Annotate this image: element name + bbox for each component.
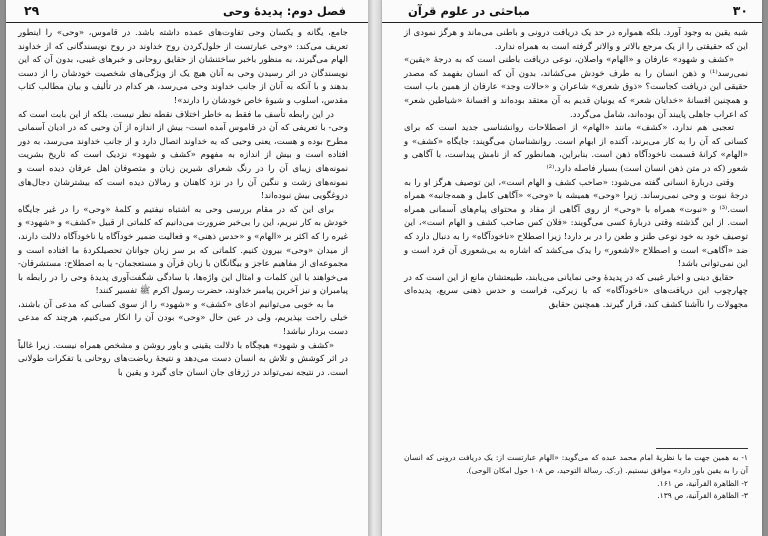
left-page-number: ۲۹ xyxy=(24,3,40,18)
paragraph: «کشف و شهود» عارفان و «الهام» واصلان، نوعی دریافت باطنی است که به درجهٔ «یقین» نمی‌رسد⁽¹⁾ و ذهن انسان را به طرف خودش می‌کشاند، بدون آن که انسان بفهمد که مصدر حقیقی این دریافت کجاست؟ «ذوق شعری» شاعران و «حالات وجد» عارفان از همین باب است و همچنین افسانهٔ «خدایان شعر» که یونیان قدیم به آن معتقد بوده‌اند و افسانهٔ «شیاطین شعر» که اعراب جاهلی پایبند آن بوده‌اند، شامل می‌گردد. xyxy=(404,55,748,120)
paragraph: حقایق دینی و اخبار غیبی که در پدیدهٔ وحی نمایانی می‌یابند، طبیعتشان مانع از این است که در چهارچوب این دریافت‌های «ناخودآگاه» که با زیرکی، فراست و حدس ذهنی سریع، پدیده‌ای مجهولات را ناآشنا کشف کند، قرار گیرند. همچنین حقایق xyxy=(404,272,748,310)
left-page-body xyxy=(18,27,348,380)
right-page-title: مباحثی در علوم قرآن xyxy=(408,4,530,18)
footnote-divider xyxy=(656,448,748,449)
paragraph: تعجبی هم ندارد، «کشف» مانند «الهام» از اصطلاحات روانشناسی جدید است که برای کسانی که آن را به کار می‌برند، آکنده از ابهام است. روانشناسان می‌گویند: جایگاه «کشف» و «الهام» کرانهٔ قسمت ناخودآگاه ذهن است. بنابراین، همانطور که از نامش پیداست، با آگاهی و شعور (که در متن ذهن انسان است) بسیار فاصله دارد.⁽²⁾ xyxy=(404,123,748,174)
book-gutter xyxy=(368,0,382,536)
footnote: ٢- الظاهرة القرآنیة، ص ١۶١. xyxy=(657,478,748,488)
left-page xyxy=(6,0,368,536)
paragraph: ما به خوبی می‌توانیم ادعای «کشف» و «شهود» را از سوی کسانی که مدعی آن باشند، خیلی راحت بپذیریم، ولی در عین حال «وحی» بودن آن را انکار می‌کنیم، هرچند که مدعی دست بردار نباشد! xyxy=(18,299,348,338)
right-page-header xyxy=(382,0,762,23)
right-page-body xyxy=(404,27,748,312)
left-page-title: فصل دوم: پدیدهٔ وحی xyxy=(223,4,346,18)
paragraph: برای این که در مقام بررسی وحی به اشتباه نیفتیم و کلمهٔ «وحی» را در غیر جایگاه خودش به کار نبریم، این را بی‌خبر ضرورت می‌دانیم که کلماتی از قبیل «کشف» و «شهود» و غیره را که اکثر بر «الهام» و «حدس ذهنی» و فعالیت ضمیر خودآگاه یا ناخودآگاه دلالت دارند، از میدان «وحی» بیرون کنیم. کلماتی که بر سر زبان جوانان تحصیلکردهٔ ما افتاده است و مجموعه‌ای از مفاهیم عاجز و بیگانگان با زبان قرآن و مستعجمان- یا به اصطلاح: مستشرقان- می‌خواهند با این کلمات و امثال این واژه‌ها، با سادگی شگفت‌آوری پدیدهٔ وحی را در رابطه با پیامبران و نیز آخرین پیامبر خداوند، حضرت رسول اکرم ﷺ تفسیر کنند! xyxy=(18,204,348,297)
paragraph: «کشف و شهود» هیچگاه با دلالت یقینی و باور روشن و مشخص همراه نیست. زیرا غالباً در اثر کوشش و تلاش به انسان دست می‌دهد و نتیجهٔ ریاضت‌های روحانی یا تفکرات طولانی است. در نتیجه نمی‌تواند در ژرفای جان انسان جای گیرد و یقین با xyxy=(18,340,348,378)
left-page-header xyxy=(6,0,368,23)
footnote: ١- به همین جهت ما با نظریهٔ امام محمد عبده که می‌گوید: «الهام عبارتست از: یک دریافت درونی که انسان آن را به یقین باور دارد» موافق نیستیم. (ر.ک. رسالة التوحید، ص ١٠٨ حول امکان الوحی). xyxy=(404,453,748,475)
right-page xyxy=(382,0,762,536)
footnotes xyxy=(404,452,748,503)
paragraph: در این رابطه تأسف ما فقط به خاطر اختلاف نقطه نظر نیست. بلکه از این بابت است که وحی- با تعریفی که آن در قاموس آمده است- بیش از اندازه از آن وحیی که در ادیان آسمانی مطرح بوده و هست، یعنی وحیی که به خداوند اتصال دارد و از جانب خداوند می‌رسد، به دور افتاده است و بیش از اندازه به مفهوم «کشف و شهود» نزدیک است که تاریخ بشریت نمونه‌های زیبای آن را در رنگ شعرای شیرین زبان و متصوفان اهل عرفان دیده است و نمونه‌های زشت و ننگین آن را در نزد کاهنان و رمالان دیده است که بیشترشان دجال‌های دروغگویی بیش نبوده‌اند! xyxy=(18,109,348,202)
paragraph: وقتی دربارهٔ انسانی گفته می‌شود: «صاحب کشف و الهام است»، این توصیف هرگز او را به درجهٔ نبوت و وحی نمی‌رساند. زیرا «وحی» همیشه با «وحی» «آگاهی کامل و همه‌جانبه» همراه است.⁽³⁾ و «نبوت» همراه با «وحی» از روی آگاهی از مفاد و محتوای پیام‌های آسمانی همراه است. از این گذشته وقتی دربارهٔ کسی می‌گویند: «فلان کس صاحب کشف و الهام است»، این توصیف خود به خود نوعی طنز و طعن را در بر دارد! زیرا اصطلاح «ناخودآگاه» را به دنبال دارد که ضد «آگاهی» است و اصطلاح «لاشعور» را یدک می‌کشد که اشاره به بی‌شعوری آن فرد است و این نمی‌توانی باشد! xyxy=(404,177,748,270)
right-page-number: ۳۰ xyxy=(732,3,748,18)
paragraph: جامع، یگانه و یکسان وحی تفاوت‌های عمده داشته باشد. در قاموس، «وحی» را اینطور تعریف می‌کند: «وحی عبارتست از حلول‌کردن روح خداوند در روح نویسندگانی که از خداوند الهام می‌گیرند، به منظور باخبر ساختنشان از حقایق روحانی و خبرهای غیبی، بدون آن که این نویسندگان در اثر رسیدن وحی به آنان هیچ یک از ویژگی‌های شخصیت خودشان را از دست بدهند و با آنکه به آنان از جانب خداوند وحی می‌رسد، هر کدام در تألیف و بیان مطالب کتاب مقدس، اسلوب و شیوهٔ خاص خودشان را دارند»! xyxy=(18,28,348,106)
footnote: ٣- الظاهرة القرآنیة، ص ١٣٩. xyxy=(657,491,748,501)
paragraph: شبه یقین به وجود آورد. بلکه همواره در حد یک دریافت درونی و باطنی می‌ماند و هرگز نمودی از این که حقیقتی را از یک مرجع بالاتر و والاتر گرفته است به همراه ندارد. xyxy=(404,28,748,52)
